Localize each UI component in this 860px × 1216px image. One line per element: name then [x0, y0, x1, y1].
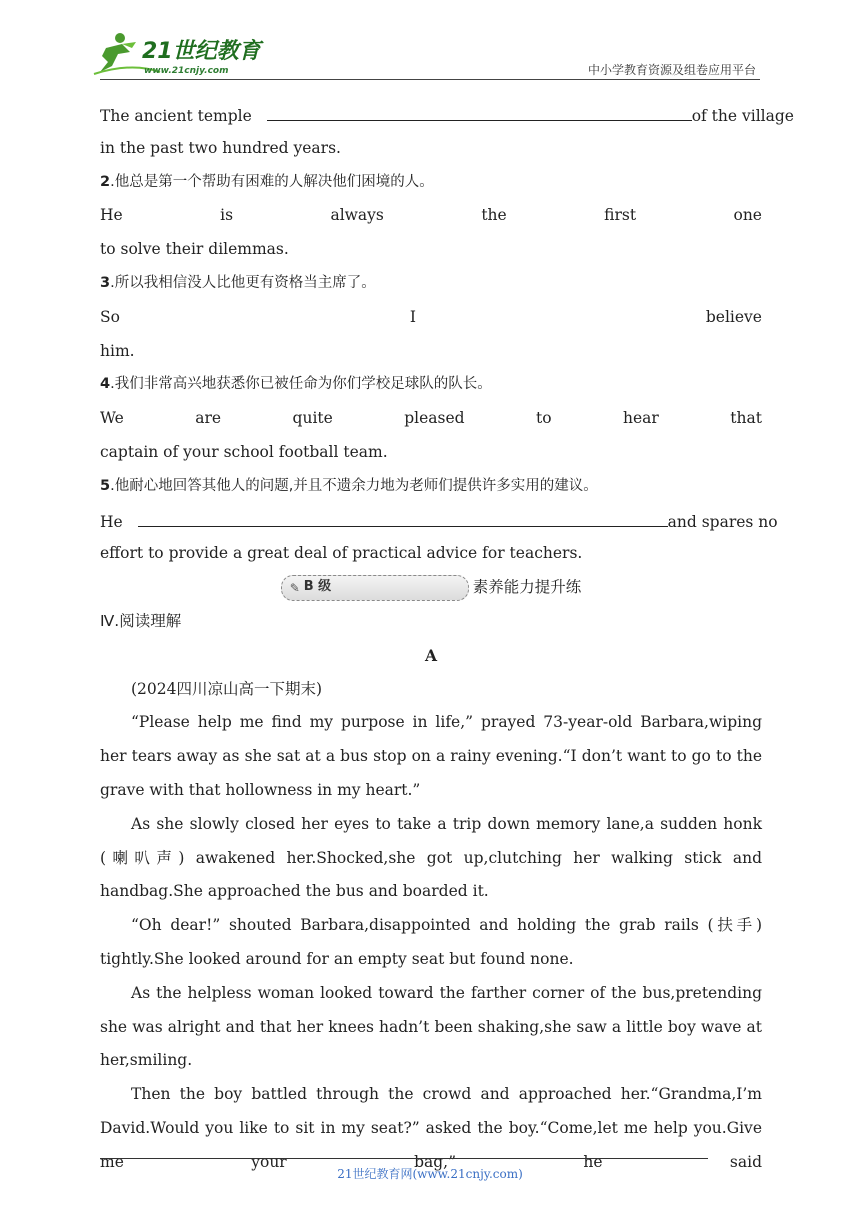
q4-word: hear — [623, 409, 659, 428]
q4-prompt — [100, 368, 762, 402]
q1-line — [100, 98, 794, 132]
q4-word: We — [100, 409, 124, 428]
q2-word: He — [100, 206, 123, 225]
q5-prompt — [100, 470, 762, 504]
q2-continuation: to solve their dilemmas. — [100, 240, 289, 259]
q4-number: 4 — [100, 376, 111, 393]
document-body — [100, 98, 794, 1180]
q3-word: So — [100, 307, 120, 326]
q3-word: believe — [705, 307, 762, 326]
q3-continuation: him. — [100, 341, 135, 360]
q2-word: one — [733, 206, 762, 225]
q5-chinese: .他耐心地回答其他人的问题,并且不遗余力地为老师们提供许多实用的建议。 — [110, 477, 598, 494]
q3-number: 3 — [100, 274, 111, 291]
passage-paragraph: As the helpless woman looked toward the farther corner of the bus,pretending she was alright and that her knees hadn’t been shaking,she saw a little boy wave at her,smiling. — [100, 983, 762, 1070]
q3-chinese: .所以我相信没人比他更有资格当主席了。 — [110, 274, 376, 291]
q2-word: is — [220, 206, 234, 225]
page-header — [0, 0, 860, 90]
passage-paragraph: “Please help me find my purpose in life,” prayed 73-year-old Barbara,wiping her tears away as she sat at a bus stop on a rainy evening.“I don’t want to go to the grave with that hollowness in my heart.” — [100, 713, 762, 799]
q4-word: that — [730, 409, 762, 428]
q2-word: always — [330, 206, 384, 225]
pencil-icon: ✎ — [289, 581, 300, 596]
q4-continuation: captain of your school football team. — [100, 442, 388, 461]
q2-prompt — [100, 166, 762, 200]
q2-word: the — [481, 206, 507, 225]
level-badge — [281, 575, 469, 601]
footer-link[interactable]: 21世纪教育网(www.21cnjy.com) — [337, 1167, 523, 1181]
q4-word: pleased — [404, 409, 465, 428]
section-title: Ⅳ.阅读理解 — [100, 611, 182, 630]
q5-tail: and spares no — [667, 512, 778, 531]
level-title: 素养能力提升练 — [472, 578, 582, 597]
q5-number: 5 — [100, 477, 111, 494]
q3-answer-line[interactable] — [100, 301, 762, 335]
q1-blank[interactable] — [267, 98, 692, 121]
footer-divider — [100, 1158, 708, 1159]
q1-lead: The ancient temple — [100, 107, 252, 125]
logo-sub: www.21cnjy.com — [144, 66, 229, 76]
q1-continuation: in the past two hundred years. — [100, 138, 341, 157]
passage-paragraph: “Oh dear!” shouted Barbara,disappointed and holding the grab rails (扶手) tightly.She looked around for an empty seat but found none. — [100, 916, 762, 968]
q5-blank[interactable] — [138, 504, 668, 527]
level-banner — [100, 571, 762, 605]
runner-logo-icon — [92, 32, 262, 78]
q5-lead: He — [100, 512, 123, 531]
site-logo — [92, 32, 262, 78]
q2-chinese: .他总是第一个帮助有困难的人解决他们困境的人。 — [110, 173, 434, 190]
logo-text: 21世纪教育 — [142, 39, 261, 64]
q4-answer-line[interactable] — [100, 402, 762, 436]
q5-continuation: effort to provide a great deal of practical advice for teachers. — [100, 544, 583, 563]
passage-paragraph: Then the boy battled through the crowd and approached her.“Grandma,I’m David.Would you like to sit in my seat?” asked the boy.“Come,let me help you.Give me your bag,” he said — [100, 1085, 762, 1171]
passage-source: (2024四川凉山高一下期末) — [131, 679, 323, 698]
passage-paragraph: As she slowly closed her eyes to take a trip down memory lane,a sudden honk (喇叭声) awakened her.Shocked,she got up,clutching her walking stick and handbag.She approached the bus and boarded it. — [100, 814, 762, 901]
q2-word: first — [604, 206, 637, 225]
level-badge-label: B 级 — [303, 579, 332, 595]
header-divider — [100, 79, 760, 80]
q4-chinese: .我们非常高兴地获悉你已被任命为你们学校足球队的队长。 — [110, 376, 492, 393]
q4-word: are — [195, 409, 222, 428]
q1-tail: of the village — [691, 107, 794, 125]
q2-answer-line[interactable] — [100, 199, 762, 233]
q3-word: I — [409, 307, 416, 326]
q4-word: to — [536, 409, 552, 428]
q2-number: 2 — [100, 173, 111, 190]
passage-label: A — [424, 645, 438, 665]
platform-name: 中小学教育资源及组卷应用平台 — [587, 63, 756, 77]
q5-line — [100, 504, 778, 538]
q3-prompt — [100, 267, 762, 301]
q4-word: quite — [292, 409, 333, 428]
